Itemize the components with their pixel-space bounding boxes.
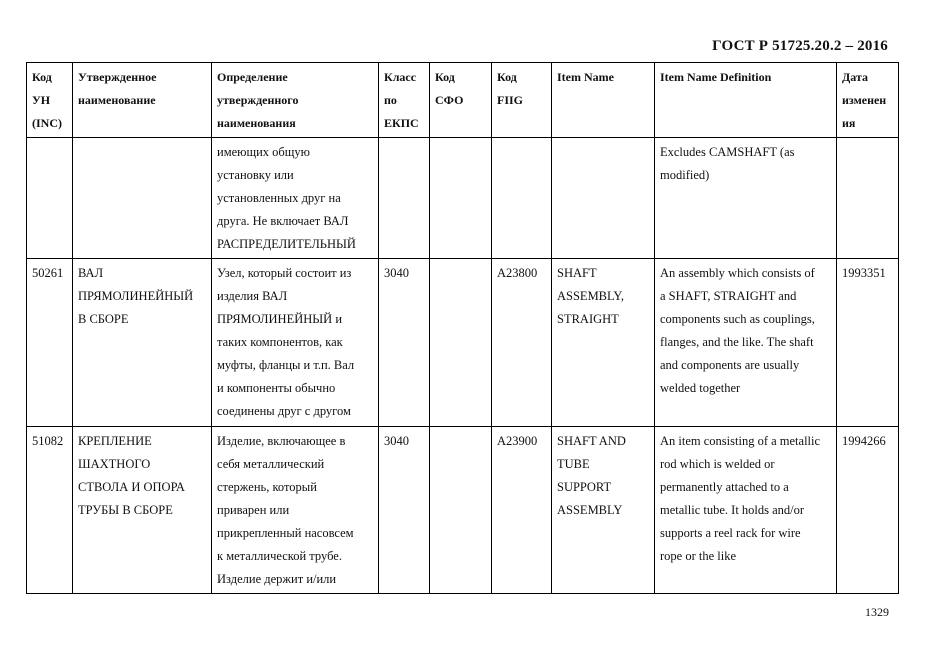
cell-line: ПРЯМОЛИНЕЙНЫЙ и — [217, 312, 343, 326]
cell-change-date — [837, 427, 899, 594]
cell-inc — [27, 427, 73, 594]
col-header-name-definition-ru — [212, 63, 379, 138]
col-header-inc — [27, 63, 73, 138]
table-row — [27, 427, 899, 594]
col-header-approved-name — [73, 63, 212, 138]
cell-line: components such as couplings, — [660, 312, 815, 326]
col-header-sfo-code — [430, 63, 492, 138]
cell-line: СФО — [435, 93, 464, 107]
cell-line: прикрепленный насовсем — [217, 526, 354, 540]
cell-fiig-code — [492, 259, 552, 427]
cell-line: изменен — [842, 93, 887, 107]
cell-fiig-code — [492, 427, 552, 594]
cell-line: metallic tube. It holds and/or — [660, 503, 805, 517]
cell-line: Item Name — [557, 70, 614, 84]
cell-line: наименования — [217, 116, 296, 130]
cell-ekps-class — [379, 427, 430, 594]
cell-line: modified) — [660, 168, 710, 182]
cell-line: имеющих общую — [217, 145, 310, 159]
cell-item-name — [552, 138, 655, 259]
cell-line: STRAIGHT — [557, 312, 619, 326]
cell-line: Изделие, включающее в — [217, 434, 346, 448]
cell-line: ЕКПС — [384, 116, 419, 130]
cell-line: Утвержденное — [78, 70, 157, 84]
table-header-row — [27, 63, 899, 138]
cell-line: по — [384, 93, 397, 107]
cell-line: ШАХТНОГО — [78, 457, 151, 471]
cell-line: УН — [32, 93, 51, 107]
cell-line: Дата — [842, 70, 868, 84]
cell-line: ASSEMBLY, — [557, 289, 624, 303]
cell-change-date — [837, 259, 899, 427]
cell-line: permanently attached to a — [660, 480, 789, 494]
cell-line: ПРЯМОЛИНЕЙНЫЙ — [78, 289, 194, 303]
cell-line: СТВОЛА И ОПОРА — [78, 480, 185, 494]
col-header-item-name — [552, 63, 655, 138]
cell-line: изделия ВАЛ — [217, 289, 288, 303]
cell-item-definition — [655, 259, 837, 427]
cell-line: утвержденного — [217, 93, 299, 107]
cell-line: (INC) — [32, 116, 62, 130]
cell-line: Код — [435, 70, 455, 84]
cell-line: 1994266 — [842, 434, 886, 448]
cell-line: В СБОРЕ — [78, 312, 129, 326]
cell-line: Excludes CAMSHAFT (as — [660, 145, 795, 159]
col-header-item-name-definition — [655, 63, 837, 138]
table-row — [27, 138, 899, 259]
cell-line: Определение — [217, 70, 288, 84]
cell-line: 51082 — [32, 434, 64, 448]
col-header-change-date — [837, 63, 899, 138]
cell-line: A23900 — [497, 434, 538, 448]
cell-ekps-class — [379, 259, 430, 427]
cell-approved-name — [73, 259, 212, 427]
cell-ekps-class — [379, 138, 430, 259]
cell-definition-ru — [212, 138, 379, 259]
cell-line: and components are usually — [660, 358, 800, 372]
cell-line: установку или — [217, 168, 294, 182]
cell-line: друга. Не включает ВАЛ — [217, 214, 349, 228]
cell-change-date — [837, 138, 899, 259]
cell-line: A23800 — [497, 266, 538, 280]
cell-line: РАСПРЕДЕЛИТЕЛЬНЫЙ — [217, 237, 356, 251]
cell-line: a SHAFT, STRAIGHT and — [660, 289, 797, 303]
cell-line: Класс — [384, 70, 417, 84]
cell-line: наименование — [78, 93, 156, 107]
table-row — [27, 259, 899, 427]
cell-sfo-code — [430, 259, 492, 427]
cell-inc — [27, 138, 73, 259]
cell-line: установленных друг на — [217, 191, 341, 205]
cell-line: Узел, который состоит из — [217, 266, 352, 280]
cell-line: ТРУБЫ В СБОРЕ — [78, 503, 173, 517]
cell-item-definition — [655, 427, 837, 594]
cell-line: supports a reel rack for wire — [660, 526, 801, 540]
cell-line: 3040 — [384, 434, 409, 448]
item-name-table — [26, 62, 899, 594]
cell-item-name — [552, 259, 655, 427]
cell-definition-ru — [212, 427, 379, 594]
cell-line: таких компонентов, как — [217, 335, 343, 349]
cell-line: ВАЛ — [78, 266, 104, 280]
cell-line: 1993351 — [842, 266, 886, 280]
cell-line: An assembly which consists of — [660, 266, 815, 280]
cell-line: TUBE — [557, 457, 590, 471]
cell-definition-ru — [212, 259, 379, 427]
cell-line: Изделие держит и/или — [217, 572, 337, 586]
col-header-ekps-class — [379, 63, 430, 138]
cell-line: flanges, and the like. The shaft — [660, 335, 814, 349]
cell-sfo-code — [430, 427, 492, 594]
cell-line: rod which is welded or — [660, 457, 775, 471]
cell-line: муфты, фланцы и т.п. Вал — [217, 358, 355, 372]
cell-line: Item Name Definition — [660, 70, 772, 84]
cell-line: ASSEMBLY — [557, 503, 623, 517]
cell-item-name — [552, 427, 655, 594]
cell-sfo-code — [430, 138, 492, 259]
cell-line: 3040 — [384, 266, 409, 280]
cell-inc — [27, 259, 73, 427]
cell-line: КРЕПЛЕНИЕ — [78, 434, 152, 448]
cell-approved-name — [73, 427, 212, 594]
cell-approved-name — [73, 138, 212, 259]
cell-line: к металлической трубе. — [217, 549, 342, 563]
cell-line: приварен или — [217, 503, 290, 517]
cell-line: стержень, который — [217, 480, 317, 494]
cell-line: Код — [32, 70, 52, 84]
cell-line: welded together — [660, 381, 741, 395]
cell-line: себя металлический — [217, 457, 325, 471]
cell-line: SHAFT — [557, 266, 597, 280]
cell-line: 50261 — [32, 266, 64, 280]
cell-line: Код — [497, 70, 517, 84]
cell-line: соединены друг с другом — [217, 404, 351, 418]
cell-item-definition — [655, 138, 837, 259]
cell-line: FIIG — [497, 93, 524, 107]
cell-line: An item consisting of a metallic — [660, 434, 821, 448]
cell-line: и компоненты обычно — [217, 381, 336, 395]
page-number: 1329 — [865, 605, 889, 619]
cell-line: ия — [842, 116, 856, 130]
standard-header: ГОСТ Р 51725.20.2 – 2016 — [712, 38, 888, 54]
cell-line: rope or the like — [660, 549, 737, 563]
col-header-fiig-code — [492, 63, 552, 138]
cell-line: SHAFT AND — [557, 434, 626, 448]
cell-fiig-code — [492, 138, 552, 259]
cell-line: SUPPORT — [557, 480, 612, 494]
